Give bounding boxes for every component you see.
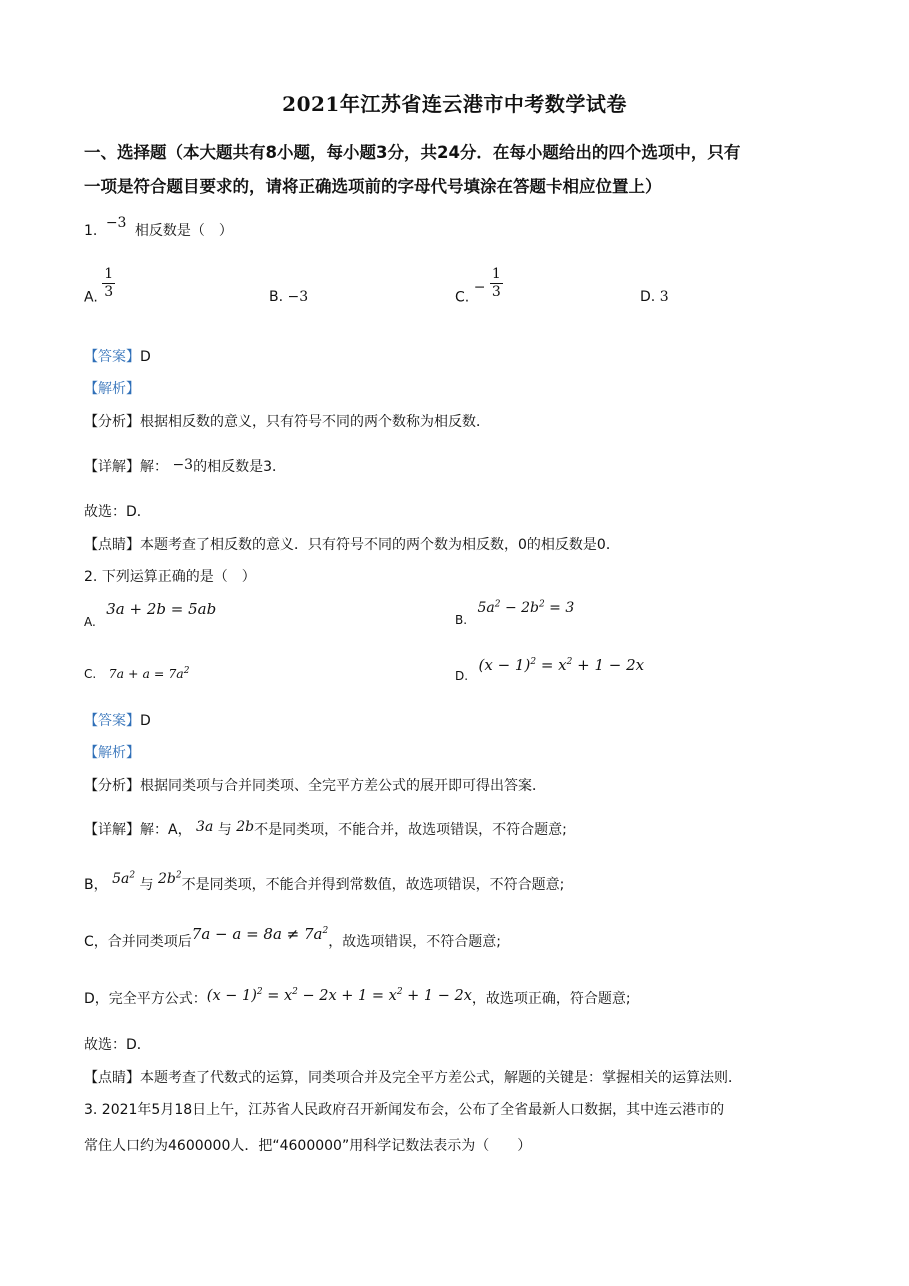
minus-sign: − (473, 279, 486, 296)
xiangjie-tag: 【详解】 (84, 459, 140, 475)
formula: $2b^2$ (157, 870, 182, 887)
option-d (640, 289, 669, 305)
answer-value: D (140, 713, 151, 729)
formula: 2b (236, 819, 255, 835)
analysis-tag: 【解析】 (84, 745, 140, 761)
question-number: 2. (84, 569, 98, 585)
question-3-line2: 常住人口约为4600000人．把“4600000”用科学记数法表示为（ ） (84, 1138, 532, 1154)
option-b (269, 289, 308, 305)
option-d (455, 656, 645, 683)
xiangjie-b-post: 不是同类项，不能合并得到常数值，故选项错误，不符合题意; (181, 877, 565, 893)
question-2 (84, 566, 256, 586)
xiangjie-d-pre: D，完全平方公式： (84, 991, 207, 1007)
xiangjie-tag: 【详解】 (84, 822, 140, 838)
section-heading-line2: 一项是符合题目要求的，请将正确选项前的字母代号填涂在答题卡相应位置上） (84, 177, 662, 196)
question-number: 1. (84, 223, 98, 239)
guxuan-line: 故选：D． (84, 504, 151, 520)
xiangjie-c-pre: C，合并同类项后 (84, 934, 192, 950)
analysis-tag: 【解析】 (84, 381, 140, 397)
dianjing-tag: 【点睛】 (84, 1070, 140, 1086)
dianjing-text: 本题考查了代数式的运算，同类项合并及完全平方差公式，解题的关键是：掌握相关的运算法则． (140, 1070, 742, 1086)
option-a (84, 600, 217, 629)
dianjing-tag: 【点睛】 (84, 537, 140, 553)
section-heading-line1: 一、选择题（本大题共有8小题，每小题3分，共24分．在每小题给出的四个选项中，只有 (84, 143, 741, 162)
option-c (84, 666, 190, 682)
option-label: B. (455, 613, 468, 627)
option-c (455, 266, 503, 306)
option-label: A. (84, 289, 98, 306)
option-b (455, 599, 575, 627)
fraction (490, 266, 503, 301)
formula: $7a - a = 8a \ne 7a^2$ (191, 925, 329, 943)
xiangjie-pre: 解： (140, 459, 168, 475)
answer-value: D (140, 349, 151, 365)
dianjing-line (84, 1067, 742, 1087)
fenxi-text: 根据同类项与合并同类项、全完平方差公式的展开即可得出答案． (140, 778, 546, 794)
question-stem: 下列运算正确的是（ ） (101, 569, 256, 585)
fenxi-tag: 【分析】 (84, 414, 140, 430)
option-a (84, 266, 115, 306)
xiangjie-b-line (84, 870, 565, 894)
denominator: 3 (491, 284, 501, 300)
xiangjie-b-mid: 与 (139, 877, 154, 893)
xiangjie-c-line (84, 925, 501, 951)
xiangjie-post: 的相反数是3． (193, 459, 287, 475)
fraction (102, 266, 115, 301)
formula: $(x - 1)^2 = x^2 - 2x + 1 = x^2 + 1 - 2x$ (206, 987, 472, 1004)
option-value: 3 (659, 289, 669, 305)
question-1 (84, 215, 233, 240)
denominator: 3 (104, 284, 114, 300)
xiangjie-d-line (84, 988, 631, 1008)
answer-tag: 【答案】 (84, 713, 140, 729)
fenxi-text: 根据相反数的意义，只有符号不同的两个数称为相反数． (140, 414, 490, 430)
xiangjie-a-post: 不是同类项，不能合并，故选项错误，不符合题意; (254, 822, 567, 838)
option-formula: 3a + 2b = 5ab (106, 600, 217, 618)
guxuan-line: 故选：D． (84, 1037, 151, 1053)
answer-tag: 【答案】 (84, 349, 140, 365)
option-label: A. (84, 615, 96, 629)
option-label: B. (269, 289, 284, 305)
fenxi-tag: 【分析】 (84, 778, 140, 794)
fenxi-line (84, 411, 490, 431)
xiangjie-a-line (84, 819, 567, 839)
dianjing-line (84, 534, 620, 554)
option-label: C. (84, 667, 97, 681)
option-formula: $5a^2 - 2b^2 = 3$ (477, 599, 575, 616)
option-formula: $(x - 1)^2 = x^2 + 1 - 2x$ (478, 656, 645, 674)
formula: $5a^2$ (112, 870, 136, 887)
xiangjie-a-pre: 解：A， (140, 822, 192, 838)
page-title: 2021年江苏省连云港市中考数学试卷 (282, 92, 627, 116)
xiangjie-b-pre: B， (84, 877, 108, 893)
answer-line (84, 710, 151, 730)
numerator: 1 (491, 266, 501, 282)
question-expr: −3 (105, 215, 127, 231)
fenxi-line (84, 775, 546, 795)
option-formula: $7a + a = 7a^2$ (108, 665, 190, 681)
formula: 3a (196, 819, 214, 835)
xiangjie-d-post: ，故选项正确，符合题意; (471, 991, 631, 1007)
option-label: D. (640, 289, 656, 305)
xiangjie-a-mid: 与 (217, 822, 232, 838)
question-stem: 相反数是（ ） (134, 223, 233, 239)
option-label: D. (455, 669, 469, 683)
xiangjie-expr: −3 (172, 457, 194, 473)
numerator: 1 (104, 266, 114, 282)
option-label: C. (455, 289, 470, 306)
question-3-line1: 3. 2021年5月18日上午，江苏省人民政府召开新闻发布会，公布了全省最新人口数据，其中连云港市的 (84, 1102, 725, 1118)
answer-line (84, 346, 151, 366)
xiangjie-line (84, 456, 286, 476)
dianjing-text: 本题考查了相反数的意义．只有符号不同的两个数为相反数，0的相反数是0． (140, 537, 620, 553)
option-value: −3 (287, 289, 309, 305)
xiangjie-c-post: ，故选项错误，不符合题意; (328, 934, 501, 950)
